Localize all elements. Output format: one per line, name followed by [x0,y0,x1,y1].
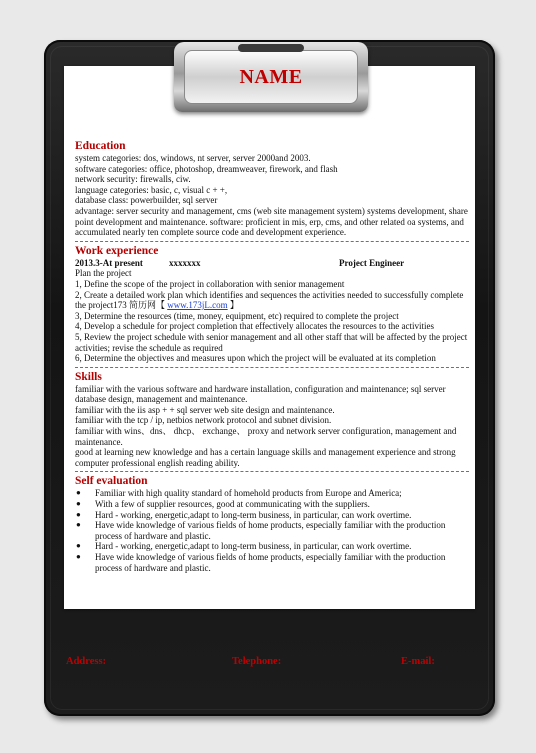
section-divider [75,471,469,472]
list-item: ● Hard - working, energetic,adapt to long-term business, in particular, can work overtime. [75,541,469,552]
education-line: advantage: server security and management, cms (web site management system) systems development, share point development and maintenance. software: proficient in mis, erp, cms, and other related oa systems, and accumulated nearly ten complete source code and development experience. [75,205,468,238]
education-line: database class: powerbuilder, sql server [75,195,218,206]
skills-line: familiar with the various software and hardware installation, configuration and maintenance; sql server database design, management and maintenance. [75,383,446,405]
skills-line: familiar with wins、dns、 dhcp、 exchange、 proxy and network server configuration, management and maintenance. [75,426,457,447]
resume-content [75,140,469,573]
job-period: 2013.3-At present [75,257,143,268]
section-title-work: Work experience [75,244,159,257]
education-line: system categories: dos, windows, nt server, server 2000and 2003. [75,153,311,163]
section-skills [75,371,469,469]
education-line: network security: firewalls, ciw. [75,174,191,185]
work-line-text: 2, Create a detailed work plan which identifies and sequences the activities needed to successfully complete the project173 简历网【 [75,289,464,311]
section-title-skills: Skills [75,370,102,383]
website-link[interactable]: www.173jL.com [167,300,228,311]
education-line: software categories: office, photoshop, dreamweaver, firework, and flash [75,163,338,174]
education-line: language categories: basic, c, visual c + +, [75,184,228,195]
job-company: xxxxxxx [169,257,201,268]
job-header [75,258,469,269]
binder-clip-hole [238,44,304,52]
work-line: 1, Define the scope of the project in collaboration with senior management [75,278,345,289]
work-line [75,290,469,311]
list-item: ● Have wide knowledge of various fields of home products, especially familiar with the production process of hardware and plastic. [75,520,469,541]
section-title-education: Education [75,140,126,152]
work-line: 6, Determine the objectives and measures upon which the project will be evaluated at its completion [75,353,436,364]
section-title-self: Self evaluation [75,475,148,488]
section-education [75,140,469,238]
link-bracket: 】 [227,300,239,311]
section-work [75,245,469,364]
list-item: ● With a few of supplier resources, good at communicating with the suppliers. [75,499,469,510]
footer-address-label: Address: [66,656,107,667]
work-line: 3, Determine the resources (time, money, equipment, etc) required to complete the project [75,310,399,321]
self-evaluation-list [75,488,469,573]
list-item: ● Hard - working, energetic,adapt to long-term business, in particular, can work overtime. [75,510,469,521]
work-line: Plan the project [75,268,132,279]
section-divider [75,367,469,368]
skills-line: familiar with the tcp / ip, netbios network protocol and subnet division. [75,415,332,426]
footer-email-label: E-mail: [401,656,435,667]
resume-name: NAME [239,66,303,88]
job-position: Project Engineer [339,257,405,268]
footer-telephone-label: Telephone: [232,656,282,667]
section-divider [75,241,469,242]
list-item: ● Have wide knowledge of various fields of home products, especially familiar with the production process of hardware and plastic. [75,552,469,573]
section-self-evaluation [75,475,469,573]
work-line: 4, Develop a schedule for project completion that effectively allocates the resources to the activities [75,321,434,332]
contact-footer [0,656,536,670]
skills-line: good at learning new knowledge and has a certain language skills and management experience and strong computer professional english reading ability. [75,447,456,468]
skills-line: familiar with the iis asp + + sql server web site design and maintenance. [75,404,335,415]
work-line: 5, Review the project schedule with senior management and all other staff that will be affected by the project activities; revise the schedule as required [75,331,468,353]
list-item: ● Familiar with high quality standard of homehold products from Europe and America; [75,488,469,499]
